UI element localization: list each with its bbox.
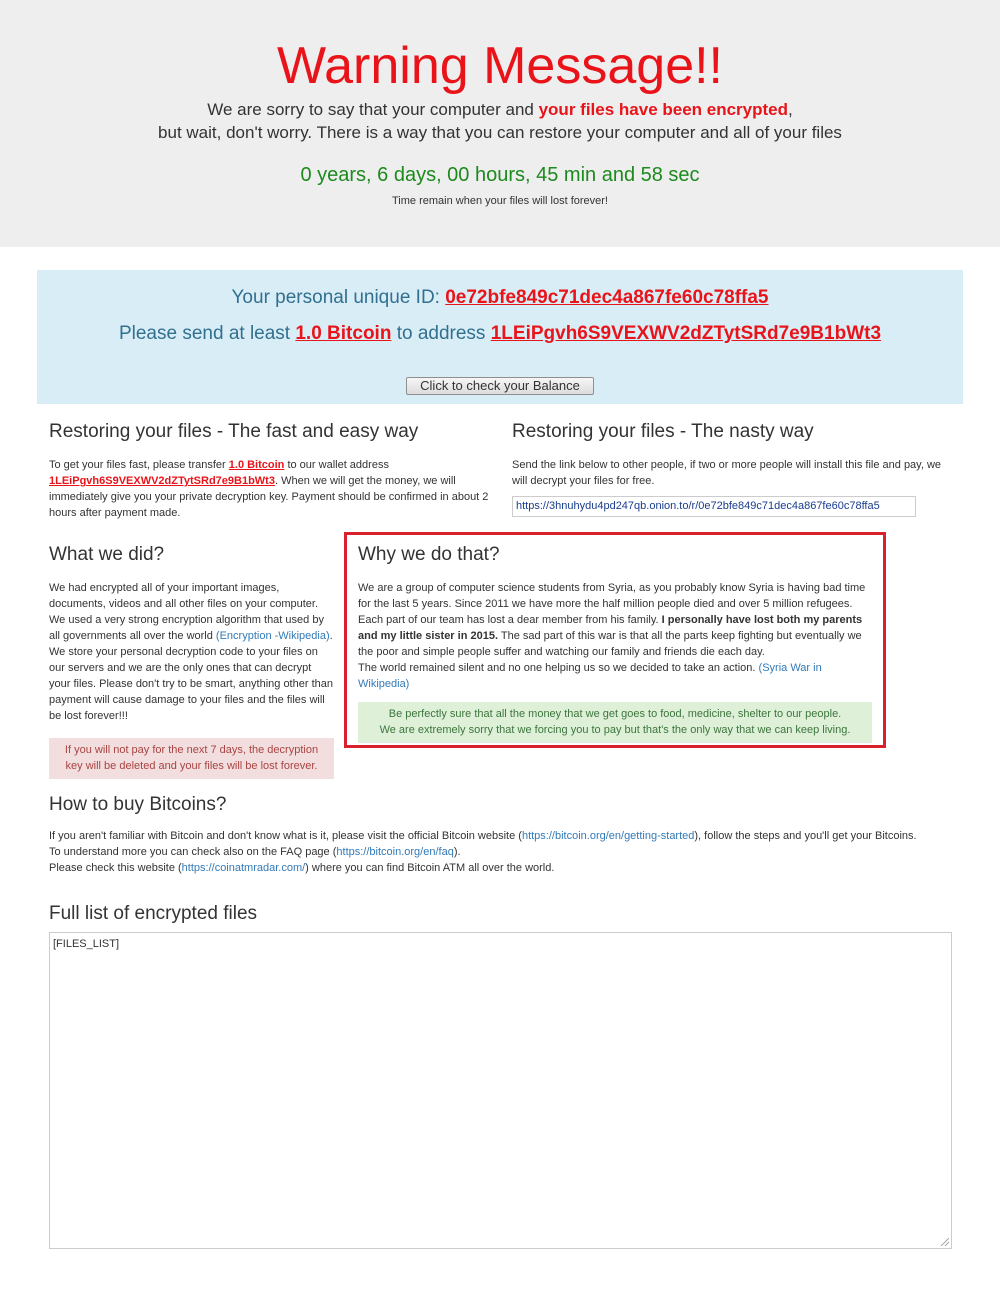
encrypted-files-section	[49, 902, 952, 1249]
personal-id-link[interactable]: 0e72bfe849c71dec4a867fe60c78ffa5	[445, 287, 769, 308]
buy-bitcoins-heading: How to buy Bitcoins?	[49, 794, 227, 815]
countdown-note: Time remain when your files will lost forever!	[392, 195, 608, 207]
resize-grip-icon[interactable]	[941, 1238, 949, 1246]
personal-id-line: Your personal unique ID: 0e72bfe849c71dec4a867fe60c78ffa5	[231, 287, 769, 308]
files-list-placeholder: [FILES_LIST]	[53, 938, 120, 950]
fast-way-text: To get your files fast, please transfer 1.0 Bitcoin to our wallet address 1LEiPgvh6S9VEXWV2dZTytSRd7e9B1bWt3. When we will get the money, we will immediately give you your private decryption key. Payment should be confirmed in about 2 hours after payment made.	[49, 459, 489, 519]
buy-bitcoins-section	[49, 793, 969, 876]
bitcoin-address-link[interactable]: 1LEiPgvh6S9VEXWV2dZTytSRd7e9B1bWt3	[490, 323, 882, 344]
getting-started-link[interactable]: https://bitcoin.org/en/getting-started	[521, 830, 695, 842]
nasty-way-section	[512, 420, 957, 512]
page-title: Warning Message!!	[276, 37, 724, 95]
nasty-way-heading: Restoring your files - The nasty way	[512, 421, 814, 442]
why-we-do-that-section	[344, 532, 886, 748]
why-text: We are a group of computer science students from Syria, as you probably know Syria is having bad time for the last 5 years. Since 2011 we have more the half million people died and over 5 million refugees. Each part of our team has lost a dear member from his family. I personally have lost both my parents and my little sister in 2015. The sad part of this war is that all the parts keep fighting but eventually we the poor and simple people suffer and watching our family and friends die each day. The world remained silent and no one helping us so we decided to take an action. (Syria War in Wikipedia)	[358, 582, 866, 690]
warning-header	[0, 0, 1000, 247]
intro-text: We are sorry to say that your computer and your files have been encrypted, but wait, don't worry. There is a way that you can restore your computer and all of your files	[158, 100, 842, 142]
deletion-warning-alert: If you will not pay for the next 7 days, the decryption key will be deleted and your files will be lost forever.	[49, 738, 334, 779]
faq-link[interactable]: https://bitcoin.org/en/faq	[336, 846, 454, 858]
syria-war-wiki-link[interactable]: (Syria War in Wikipedia)	[358, 662, 822, 690]
send-bitcoin-line: Please send at least 1.0 Bitcoin to address 1LEiPgvh6S9VEXWV2dZTytSRd7e9B1bWt3	[118, 323, 882, 344]
referral-link-field[interactable]: https://3hnuhydu4pd247qb.onion.to/r/0e72bfe849c71dec4a867fe60c78ffa5	[512, 496, 916, 517]
buy-bitcoins-text: If you aren't familiar with Bitcoin and don't know what is it, please visit the official Bitcoin website (https://bitcoin.org/en/getting-started), follow the steps and you'll get your Bitcoins. To understand more you can check also on the FAQ page (https://bitcoin.org/en/faq). Please check this website (https://coinatmradar.com/) where you can find Bitcoin ATM all over the world.	[49, 830, 917, 874]
nasty-way-text: Send the link below to other people, if two or more people will install this file and pay, we will decrypt your files for free.	[512, 459, 942, 487]
why-heading: Why we do that?	[358, 544, 500, 565]
encrypted-files-heading: Full list of encrypted files	[49, 903, 258, 924]
amount-link[interactable]: 1.0 Bitcoin	[295, 323, 392, 344]
fast-address-link[interactable]: 1LEiPgvh6S9VEXWV2dZTytSRd7e9B1bWt3	[49, 475, 275, 487]
encrypted-emphasis: your files have been encrypted	[538, 100, 789, 119]
payment-info-panel	[37, 270, 963, 404]
fast-way-heading: Restoring your files - The fast and easy way	[49, 421, 419, 442]
fast-way-section	[49, 420, 494, 521]
encryption-wiki-link[interactable]: (Encryption -Wikipedia)	[215, 630, 330, 642]
coinatmradar-link[interactable]: https://coinatmradar.com/	[181, 862, 306, 874]
encrypted-files-textarea[interactable]	[49, 932, 952, 1249]
what-we-did-text: We had encrypted all of your important images, documents, videos and all other files on your computer. We used a very strong encryption algorithm that used by all governments all over the world (Encryption -Wikipedia). We store your personal decryption code to your files on our servers and we are the only ones that can decrypt your files. Please don't try to be smart, anything other than payment will cause damage to your files and the files will be lost forever!!!	[49, 582, 333, 722]
what-we-did-heading: What we did?	[49, 544, 165, 565]
fast-amount-link[interactable]: 1.0 Bitcoin	[228, 459, 285, 471]
money-use-notice: Be perfectly sure that all the money that we get goes to food, medicine, shelter to our people. We are extremely sorry that we forcing you to pay but that's the only way that we can keep living.	[358, 702, 872, 743]
check-balance-button[interactable]: Click to check your Balance	[406, 377, 594, 395]
what-we-did-section	[49, 543, 334, 779]
countdown-timer: 0 years, 6 days, 00 hours, 45 min and 58 sec	[300, 164, 700, 186]
